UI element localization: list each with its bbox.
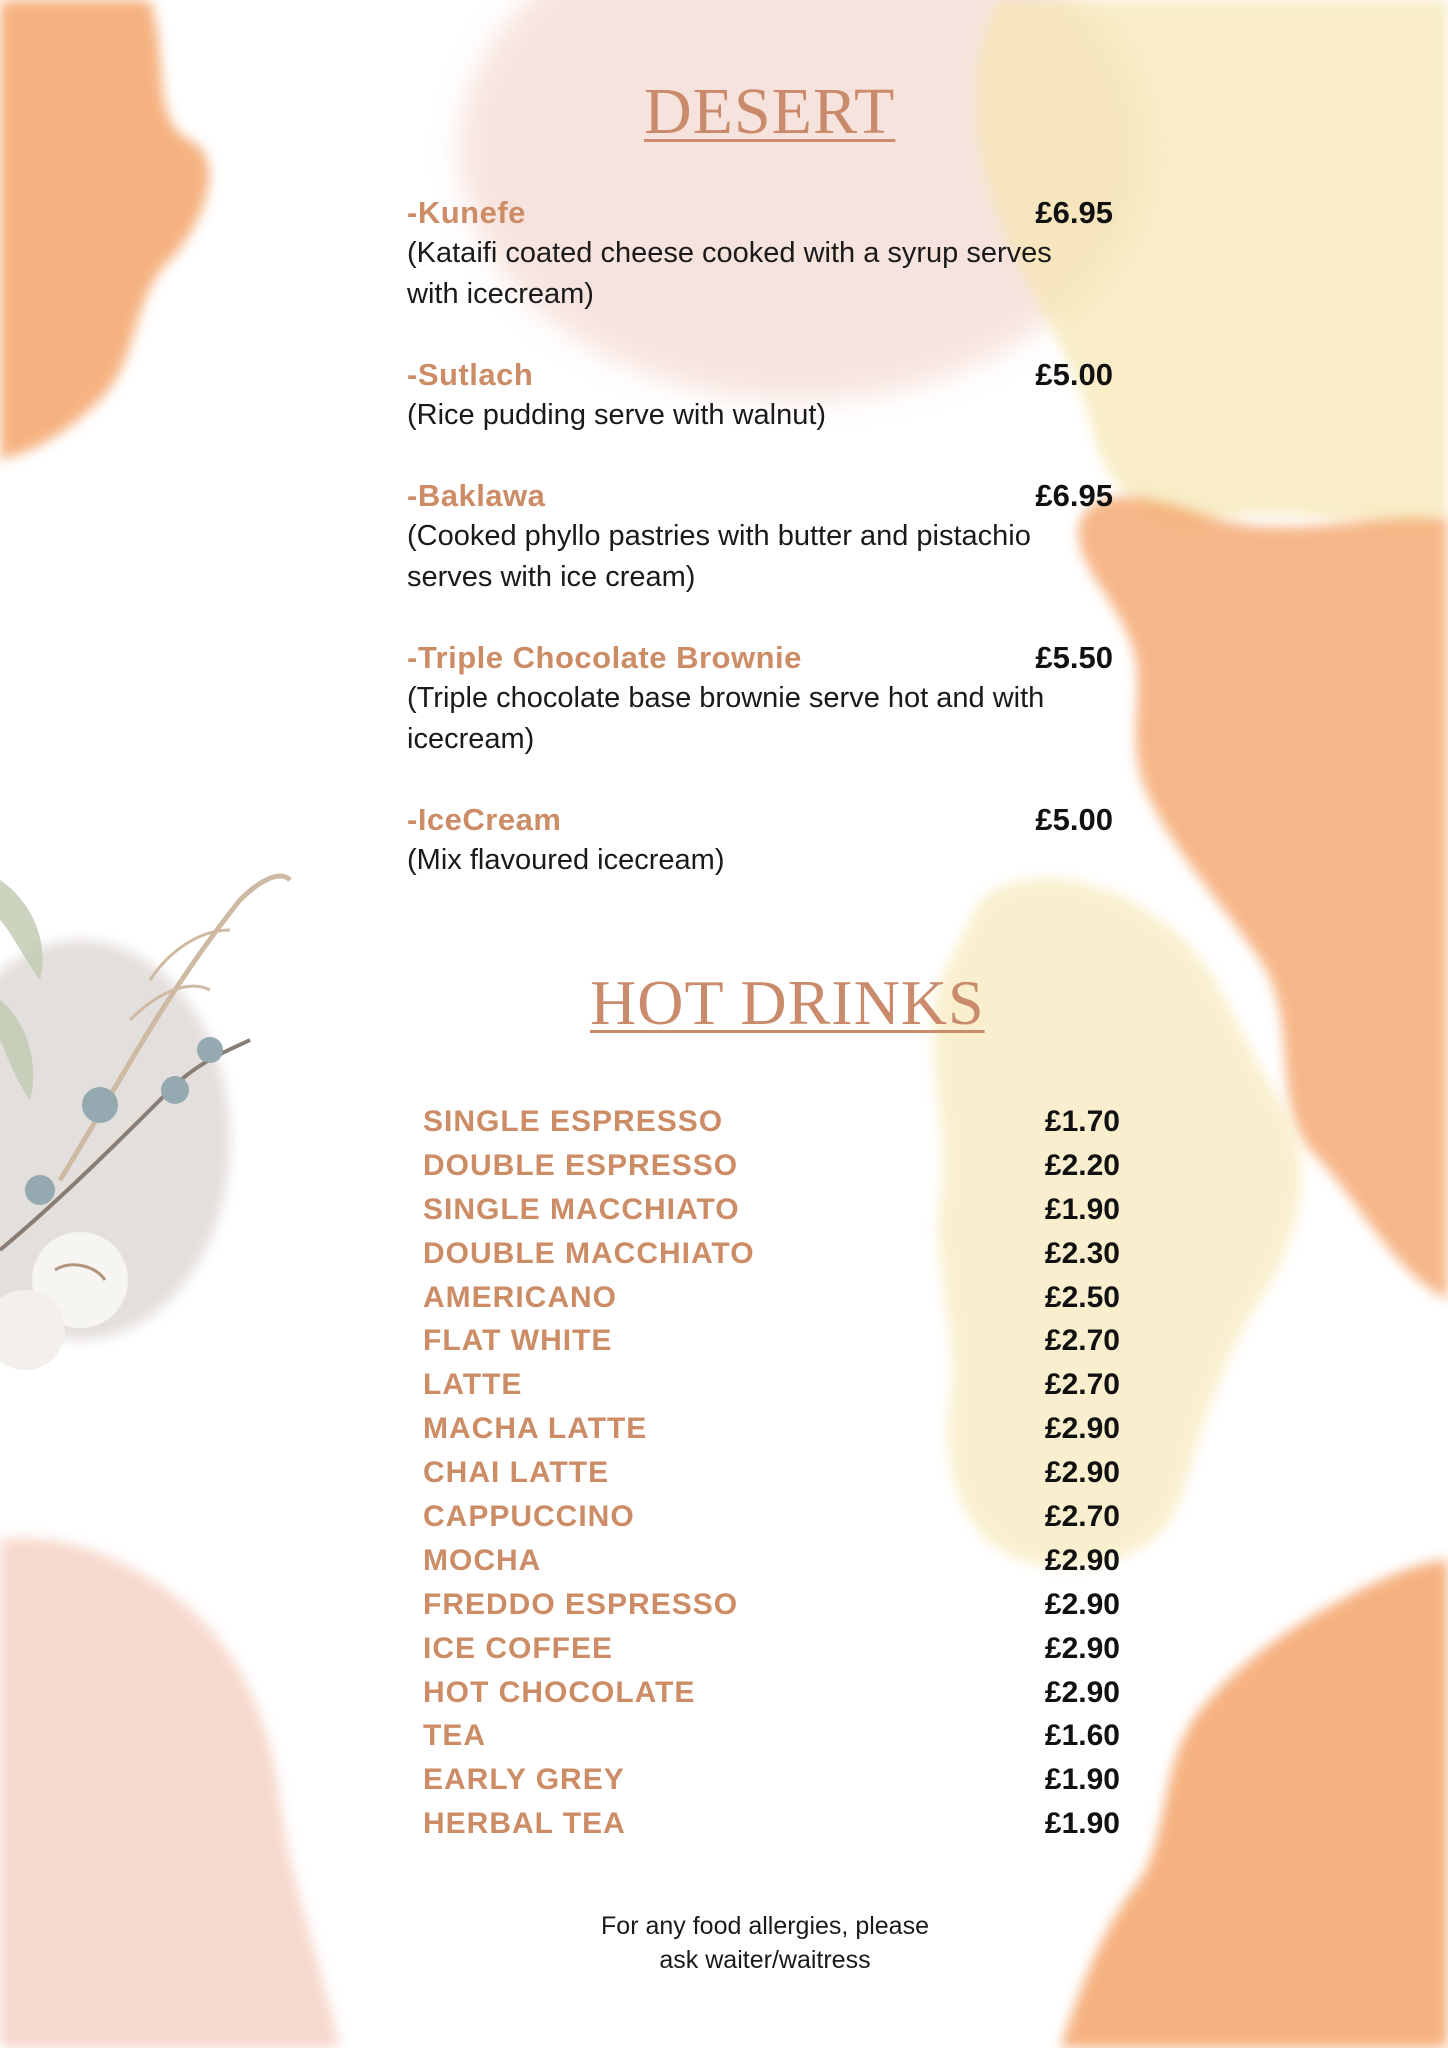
dessert-name: -Triple Chocolate Brownie bbox=[407, 640, 802, 675]
dessert-description: (Triple chocolate base brownie serve hot and with icecream) bbox=[407, 682, 1045, 755]
dessert-header bbox=[407, 478, 1113, 514]
dessert-header bbox=[407, 357, 1113, 393]
drink-item bbox=[423, 1627, 1120, 1671]
drink-item bbox=[423, 1758, 1120, 1802]
drink-price: £2.30 bbox=[1044, 1236, 1120, 1270]
dessert-name: -IceCream bbox=[407, 802, 562, 837]
dessert-item bbox=[407, 640, 1113, 760]
drink-name: FREDDO ESPRESSO bbox=[423, 1587, 739, 1621]
drink-name: ICE COFFEE bbox=[423, 1631, 614, 1665]
desert-section-title: DESERT bbox=[644, 75, 896, 148]
dessert-description: (Rice pudding serve with walnut) bbox=[407, 399, 827, 431]
dessert-header bbox=[407, 640, 1113, 676]
drink-price: £2.90 bbox=[1044, 1587, 1120, 1621]
drink-name: SINGLE ESPRESSO bbox=[423, 1104, 724, 1138]
drink-item bbox=[423, 1276, 1120, 1320]
drink-item bbox=[423, 1232, 1120, 1276]
allergy-note-line-1: For any food allergies, please bbox=[601, 1912, 929, 1940]
drink-price: £1.90 bbox=[1044, 1807, 1120, 1841]
dessert-header bbox=[407, 802, 1113, 838]
hot-drinks-list bbox=[423, 1100, 1120, 1846]
drink-price: £1.90 bbox=[1044, 1192, 1120, 1226]
drink-item bbox=[423, 1407, 1120, 1451]
drink-name: EARLY GREY bbox=[423, 1763, 625, 1797]
drink-name: CAPPUCCINO bbox=[423, 1499, 635, 1533]
drink-name: TEA bbox=[423, 1719, 486, 1753]
drink-item bbox=[423, 1495, 1120, 1539]
dessert-item bbox=[407, 357, 1113, 436]
drink-price: £1.70 bbox=[1044, 1104, 1120, 1138]
drink-name: DOUBLE MACCHIATO bbox=[423, 1236, 755, 1270]
drink-item bbox=[423, 1671, 1120, 1715]
drink-price: £2.50 bbox=[1044, 1280, 1120, 1314]
dessert-header bbox=[407, 195, 1113, 231]
drink-price: £2.90 bbox=[1044, 1543, 1120, 1577]
drink-price: £1.90 bbox=[1044, 1763, 1120, 1797]
drink-item bbox=[423, 1583, 1120, 1627]
dessert-description: (Mix flavoured icecream) bbox=[407, 844, 725, 876]
drink-item bbox=[423, 1714, 1120, 1758]
drink-price: £2.20 bbox=[1044, 1148, 1120, 1182]
drink-price: £2.70 bbox=[1044, 1324, 1120, 1358]
dessert-price: £5.00 bbox=[1035, 802, 1113, 837]
drink-name: HERBAL TEA bbox=[423, 1807, 626, 1841]
drink-name: AMERICANO bbox=[423, 1280, 617, 1314]
dessert-price: £5.50 bbox=[1035, 640, 1113, 675]
drink-item bbox=[423, 1188, 1120, 1232]
dessert-description: (Cooked phyllo pastries with butter and pistachio serves with ice cream) bbox=[407, 520, 1031, 593]
allergy-note-line-2: ask waiter/waitress bbox=[659, 1946, 871, 1974]
drink-price: £2.90 bbox=[1044, 1456, 1120, 1490]
drink-price: £2.90 bbox=[1044, 1675, 1120, 1709]
dessert-name: -Sutlach bbox=[407, 357, 534, 392]
dessert-price: £6.95 bbox=[1035, 478, 1113, 513]
dessert-name: -Kunefe bbox=[407, 195, 526, 230]
drink-name: SINGLE MACCHIATO bbox=[423, 1192, 740, 1226]
drink-item bbox=[423, 1100, 1120, 1144]
drink-name: MACHA LATTE bbox=[423, 1412, 648, 1446]
drink-item bbox=[423, 1319, 1120, 1363]
drink-price: £2.90 bbox=[1044, 1412, 1120, 1446]
drink-item bbox=[423, 1451, 1120, 1495]
dessert-item bbox=[407, 195, 1113, 315]
hot-drinks-section-title: HOT DRINKS bbox=[590, 967, 985, 1038]
dessert-price: £5.00 bbox=[1035, 357, 1113, 392]
drink-price: £2.70 bbox=[1044, 1368, 1120, 1402]
allergy-note bbox=[525, 1909, 1005, 1977]
dessert-item bbox=[407, 478, 1113, 598]
drink-price: £1.60 bbox=[1044, 1719, 1120, 1753]
dessert-item bbox=[407, 802, 1113, 881]
drink-price: £2.90 bbox=[1044, 1631, 1120, 1665]
drink-item bbox=[423, 1802, 1120, 1846]
drink-name: DOUBLE ESPRESSO bbox=[423, 1148, 739, 1182]
drink-item bbox=[423, 1539, 1120, 1583]
drink-item bbox=[423, 1144, 1120, 1188]
drink-price: £2.70 bbox=[1044, 1499, 1120, 1533]
drink-name: HOT CHOCOLATE bbox=[423, 1675, 696, 1709]
dessert-description: (Kataifi coated cheese cooked with a syrup serves with icecream) bbox=[407, 237, 1052, 310]
drink-item bbox=[423, 1363, 1120, 1407]
dessert-list bbox=[407, 195, 1113, 923]
drink-name: CHAI LATTE bbox=[423, 1456, 610, 1490]
dessert-price: £6.95 bbox=[1035, 195, 1113, 230]
drink-name: FLAT WHITE bbox=[423, 1324, 613, 1358]
drink-name: MOCHA bbox=[423, 1543, 542, 1577]
drink-name: LATTE bbox=[423, 1368, 523, 1402]
dessert-name: -Baklawa bbox=[407, 478, 546, 513]
